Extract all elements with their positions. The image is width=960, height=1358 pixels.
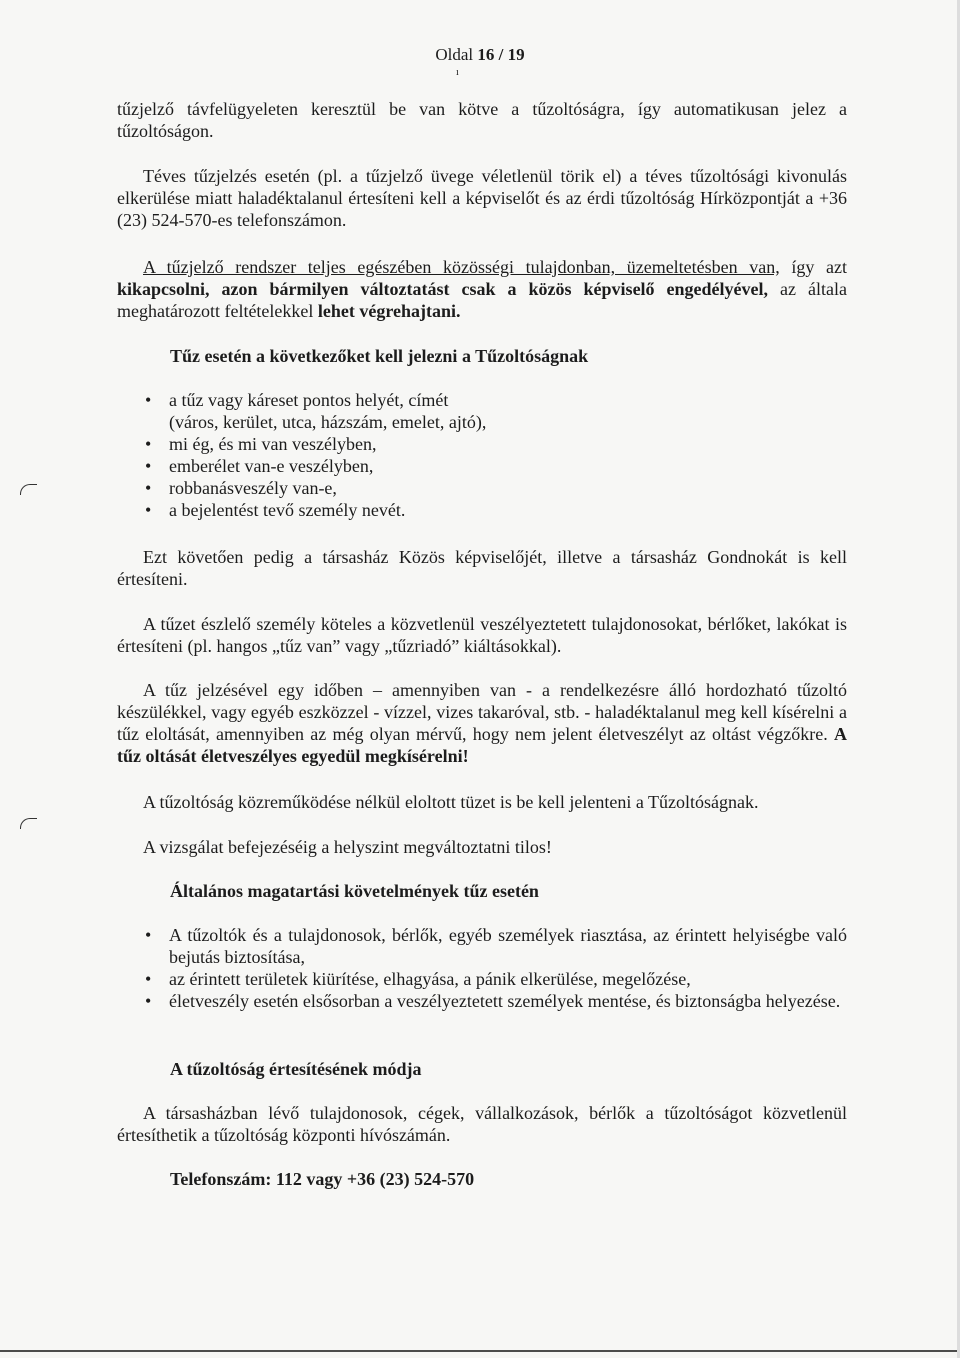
- paragraph-2: Téves tűzjelzés esetén (pl. a tűzjelző üvege véletlenül törik el) a téves tűzoltósági kivonulás elkerülése miatt haladéktalanul értesíteni kell a képviselőt és az érdi tűzoltóság Hírközpontját a +36 (23) 524-570-es telefonszámon.: [117, 166, 847, 230]
- paragraph-1: tűzjelző távfelügyeleten keresztül be van kötve a tűzoltóságra, így automatikusan jelez a tűzoltóságon.: [117, 99, 847, 141]
- list-item: • robbanásveszély van-e,: [145, 477, 705, 499]
- list-item: [145, 389, 705, 433]
- list-item: • A tűzoltók és a tulajdonosok, bérlők, egyéb személyek riasztása, az érintett helyiségbe való bejutás biztosítása,: [145, 924, 847, 968]
- paragraph-6: [117, 679, 847, 767]
- paragraph-6-plain: A tűz jelzésével egy időben – amennyiben van - a rendelkezésre álló hordozható tűzoltó készülékkel, vagy egyéb eszközzel - vízzel, vizes takaróval, stb. - haladéktalanul meg kell kísérelni a tűz eloltását, amennyiben az még olyan mérvű, hogy nem jelent életveszélyt az oltást végzőkre.: [117, 680, 847, 744]
- punch-mark-icon: [20, 484, 37, 495]
- list-item: • az érintett területek kiürítése, elhagyása, a pánik elkerülése, megelőzése,: [145, 968, 847, 990]
- paragraph-6-bold: A tűz oltását életveszélyes egyedül megkísérelni!: [117, 724, 847, 766]
- list-item: • a bejelentést tevő személy nevét.: [145, 499, 705, 521]
- paragraph-3-bold-1: kikapcsolni, azon bármilyen változtatást csak a közös képviselő engedélyével,: [117, 279, 769, 299]
- page-header-prefix: Oldal: [435, 45, 478, 64]
- scan-edge-line: [0, 1350, 960, 1352]
- phone-number: Telefonszám: 112 vagy +36 (23) 524-570: [170, 1169, 475, 1189]
- scan-mark: ı: [456, 67, 459, 78]
- paragraph-3-plain-1: így azt: [779, 257, 848, 277]
- paragraph-5: A tűzet észlelő személy köteles a közvetlenül veszélyeztetett tulajdonosokat, bérlőket, lakókat is értesíteni (pl. hangos „tűz van” vagy „tűzriadó” kiáltásokkal).: [117, 614, 847, 656]
- paragraph-3-underlined: A tűzjelző rendszer teljes egészében közösségi tulajdonban, üzemeltetésben van,: [143, 257, 780, 277]
- paragraph-3-plain-2: az általa meghatározott feltételekkel: [117, 279, 848, 321]
- list-item: • emberélet van-e veszélyben,: [145, 455, 705, 477]
- paragraph-3-bold-2: lehet végrehajtani.: [317, 301, 461, 321]
- paragraph-3: [117, 256, 847, 322]
- paragraph-7: A tűzoltóság közreműködése nélkül eloltott tüzet is be kell jelenteni a Tűzoltóságnak.: [143, 792, 759, 812]
- list-item-subtext: (város, kerület, utca, házszám, emelet, ajtó),: [169, 412, 487, 432]
- paragraph-4: Ezt követően pedig a társasház Közös képviselőjét, illetve a társasház Gondnokát is kell értesíteni.: [117, 547, 847, 589]
- paragraph-8: A vizsgálat befejezéséig a helyszint megváltoztatni tilos!: [143, 837, 552, 857]
- heading-general-conduct: Általános magatartási követelmények tűz esetén: [170, 881, 539, 901]
- general-conduct-list: [145, 924, 847, 1012]
- list-item-text: • a tűz vagy káreset pontos helyét, címét: [169, 390, 449, 410]
- punch-mark-icon: [20, 818, 37, 829]
- list-item: • életveszély esetén elsősorban a veszélyeztetett személyek mentése, és biztonságba helyezése.: [145, 990, 847, 1012]
- page-number: 16 / 19: [477, 45, 525, 64]
- paragraph-9: A társasházban lévő tulajdonosok, cégek, vállalkozások, bérlők a tűzoltóságot közvetlenül értesíthetik a tűzoltóság központi hívószámán.: [117, 1103, 847, 1145]
- fire-report-list: [145, 389, 705, 521]
- heading-notification-method: A tűzoltóság értesítésének módja: [170, 1059, 422, 1079]
- list-item: • mi ég, és mi van veszélyben,: [145, 433, 705, 455]
- heading-fire-report: Tűz esetén a következőket kell jelezni a Tűzoltóságnak: [170, 346, 589, 366]
- page-header: [0, 44, 960, 66]
